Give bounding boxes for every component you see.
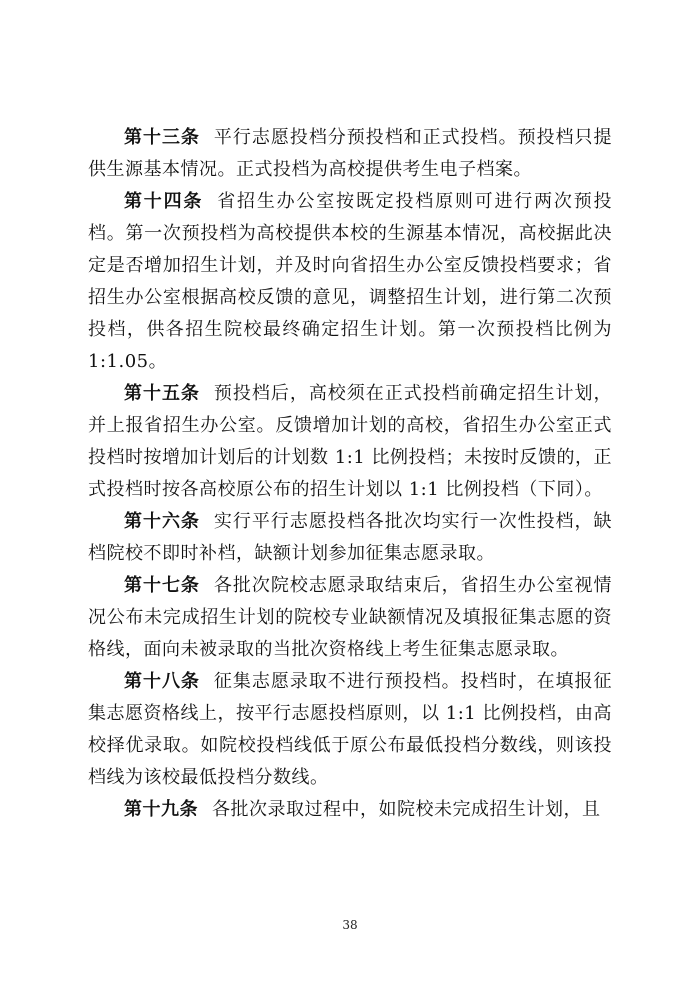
- article-15: [88, 378, 612, 506]
- article-19: [88, 794, 612, 826]
- article-text: 实行平行志愿投档各批次均实行一次性投档，缺档院校不即时补档，缺额计划参加征集志愿录取。: [88, 511, 613, 564]
- article-13: [88, 122, 612, 186]
- article-heading: 第十七条: [124, 575, 200, 596]
- article-heading: 第十四条: [124, 191, 204, 212]
- article-14: [88, 186, 612, 378]
- article-18: [88, 666, 612, 794]
- article-text: 征集志愿录取不进行预投档。投档时，在填报征集志愿资格线上，按平行志愿投档原则，以 1:1 比例投档，由高校择优录取。如院校投档线低于原公布最低投档分数线，则该投档线为该校最低投档分数线。: [88, 671, 613, 788]
- article-heading: 第十三条: [124, 127, 200, 148]
- page-body: [88, 122, 612, 826]
- article-heading: 第十九条: [124, 799, 198, 820]
- article-text: 省招生办公室按既定投档原则可进行两次预投档。第一次预投档为高校提供本校的生源基本情况，高校据此决定是否增加招生计划，并及时向省招生办公室反馈投档要求；省招生办公室根据高校反馈的意见，调整招生计划，进行第二次预投档，供各招生院校最终确定招生计划。第一次预投档比例为1:1.05。: [88, 191, 612, 372]
- article-heading: 第十六条: [124, 511, 200, 532]
- article-text: 各批次录取过程中，如院校未完成招生计划，且: [212, 799, 601, 820]
- article-heading: 第十八条: [124, 671, 200, 692]
- article-text: 各批次院校志愿录取结束后，省招生办公室视情况公布未完成招生计划的院校专业缺额情况及填报征集志愿的资格线，面向未被录取的当批次资格线上考生征集志愿录取。: [88, 575, 613, 660]
- article-16: [88, 506, 612, 570]
- article-heading: 第十五条: [124, 383, 200, 404]
- article-17: [88, 570, 612, 666]
- page-number: 38: [342, 918, 358, 932]
- article-text: 平行志愿投档分预投档和正式投档。预投档只提供生源基本情况。正式投档为高校提供考生电子档案。: [88, 127, 613, 180]
- article-text: 预投档后，高校须在正式投档前确定招生计划，并上报省招生办公室。反馈增加计划的高校，省招生办公室正式投档时按增加计划后的计划数 1:1 比例投档；未按时反馈的，正式投档时按各高校原公布的招生计划以 1:1 比例投档（下同）。: [88, 383, 613, 500]
